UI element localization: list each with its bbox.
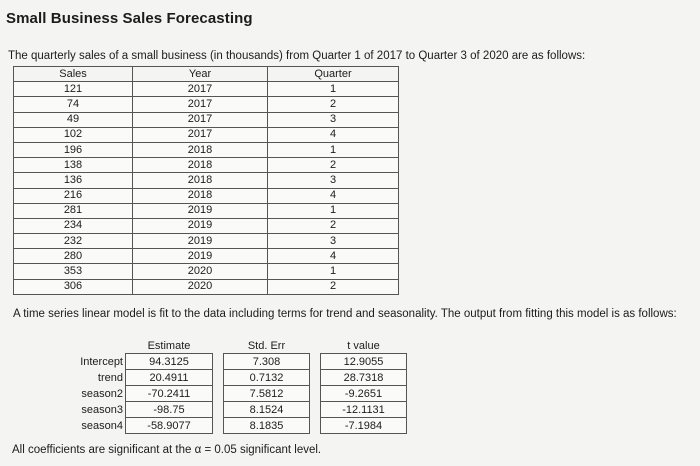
cell-quarter: 1 — [268, 142, 399, 157]
model-description: A time series linear model is fit to the data including terms for trend and seasonality. The output from fitting this model is as follows: — [13, 308, 677, 320]
cell-year: 2018 — [133, 142, 268, 157]
cell-year: 2017 — [133, 82, 268, 97]
cell-sales: 306 — [14, 279, 133, 294]
cell-sales: 49 — [14, 112, 133, 127]
cell-quarter: 4 — [268, 127, 399, 142]
header-quarter: Quarter — [268, 67, 399, 82]
cell-quarter: 4 — [268, 249, 399, 264]
page-title: Small Business Sales Forecasting — [6, 10, 253, 27]
table-row — [13, 402, 407, 418]
cell-sales: 234 — [14, 218, 133, 233]
cell-year: 2019 — [133, 218, 268, 233]
cell-year: 2017 — [133, 127, 268, 142]
term-label: trend — [97, 371, 123, 384]
table-row — [14, 127, 399, 142]
cell-std-err: 7.308 — [224, 354, 310, 370]
cell-sales: 74 — [14, 97, 133, 112]
cell-year: 2019 — [133, 234, 268, 249]
coef-table-header — [13, 338, 407, 354]
cell-std-err: 8.1524 — [224, 402, 310, 418]
coef-header-blank — [13, 338, 126, 354]
table-row — [14, 112, 399, 127]
cell-year: 2020 — [133, 264, 268, 279]
header-year: Year — [133, 67, 268, 82]
cell-std-err: 0.7132 — [224, 370, 310, 386]
cell-year: 2018 — [133, 188, 268, 203]
cell-year: 2018 — [133, 173, 268, 188]
header-sales: Sales — [14, 67, 133, 82]
table-row — [14, 82, 399, 97]
table-row — [13, 418, 407, 434]
cell-std-err: 8.1835 — [224, 418, 310, 434]
cell-year: 2020 — [133, 279, 268, 294]
term-label: season3 — [81, 403, 123, 416]
cell-year: 2019 — [133, 203, 268, 218]
table-row — [14, 249, 399, 264]
table-row — [14, 142, 399, 157]
cell-quarter: 1 — [268, 82, 399, 97]
cell-sales: 121 — [14, 82, 133, 97]
cell-estimate: 20.4911 — [126, 370, 213, 386]
cell-quarter: 2 — [268, 158, 399, 173]
table-row — [14, 173, 399, 188]
table-row — [14, 97, 399, 112]
table-row — [14, 264, 399, 279]
cell-sales: 281 — [14, 203, 133, 218]
cell-quarter: 2 — [268, 218, 399, 233]
cell-sales: 102 — [14, 127, 133, 142]
cell-sales: 196 — [14, 142, 133, 157]
cell-estimate: -98.75 — [126, 402, 213, 418]
cell-quarter: 3 — [268, 112, 399, 127]
cell-t-value: 28.7318 — [321, 370, 407, 386]
table-row — [14, 234, 399, 249]
table-row — [14, 188, 399, 203]
coefficient-table — [13, 338, 407, 434]
cell-sales: 136 — [14, 173, 133, 188]
table-row — [14, 279, 399, 294]
cell-sales: 232 — [14, 234, 133, 249]
cell-t-value: -12.1131 — [321, 402, 407, 418]
table-row — [13, 354, 407, 370]
table-row — [14, 203, 399, 218]
cell-quarter: 4 — [268, 188, 399, 203]
significance-note: All coefficients are significant at the α = 0.05 significant level. — [12, 444, 322, 456]
sales-table-header — [14, 67, 399, 82]
cell-std-err: 7.5812 — [224, 386, 310, 402]
cell-year: 2018 — [133, 158, 268, 173]
cell-estimate: 94.3125 — [126, 354, 213, 370]
cell-year: 2017 — [133, 112, 268, 127]
cell-year: 2019 — [133, 249, 268, 264]
header-std-err: Std. Err — [247, 339, 286, 352]
table-row — [14, 158, 399, 173]
cell-quarter: 2 — [268, 97, 399, 112]
table-row — [13, 386, 407, 402]
cell-sales: 353 — [14, 264, 133, 279]
cell-estimate: -70.2411 — [126, 386, 213, 402]
sales-table — [13, 66, 399, 295]
cell-t-value: -9.2651 — [321, 386, 407, 402]
cell-quarter: 2 — [268, 279, 399, 294]
cell-quarter: 3 — [268, 234, 399, 249]
cell-sales: 280 — [14, 249, 133, 264]
term-label: season2 — [81, 387, 123, 400]
term-label: season4 — [81, 419, 123, 432]
cell-quarter: 1 — [268, 264, 399, 279]
cell-quarter: 3 — [268, 173, 399, 188]
cell-sales: 138 — [14, 158, 133, 173]
cell-sales: 216 — [14, 188, 133, 203]
intro-text: The quarterly sales of a small business (in thousands) from Quarter 1 of 2017 to Quarter 3 of 2020 are as follows: — [8, 50, 586, 62]
cell-estimate: -58.9077 — [126, 418, 213, 434]
term-label: Intercept — [80, 355, 123, 368]
cell-quarter: 1 — [268, 203, 399, 218]
cell-year: 2017 — [133, 97, 268, 112]
table-row — [14, 218, 399, 233]
cell-t-value: -7.1984 — [321, 418, 407, 434]
cell-t-value: 12.9055 — [321, 354, 407, 370]
header-t-value: t value — [347, 339, 380, 352]
header-estimate: Estimate — [147, 339, 191, 352]
table-row — [13, 370, 407, 386]
